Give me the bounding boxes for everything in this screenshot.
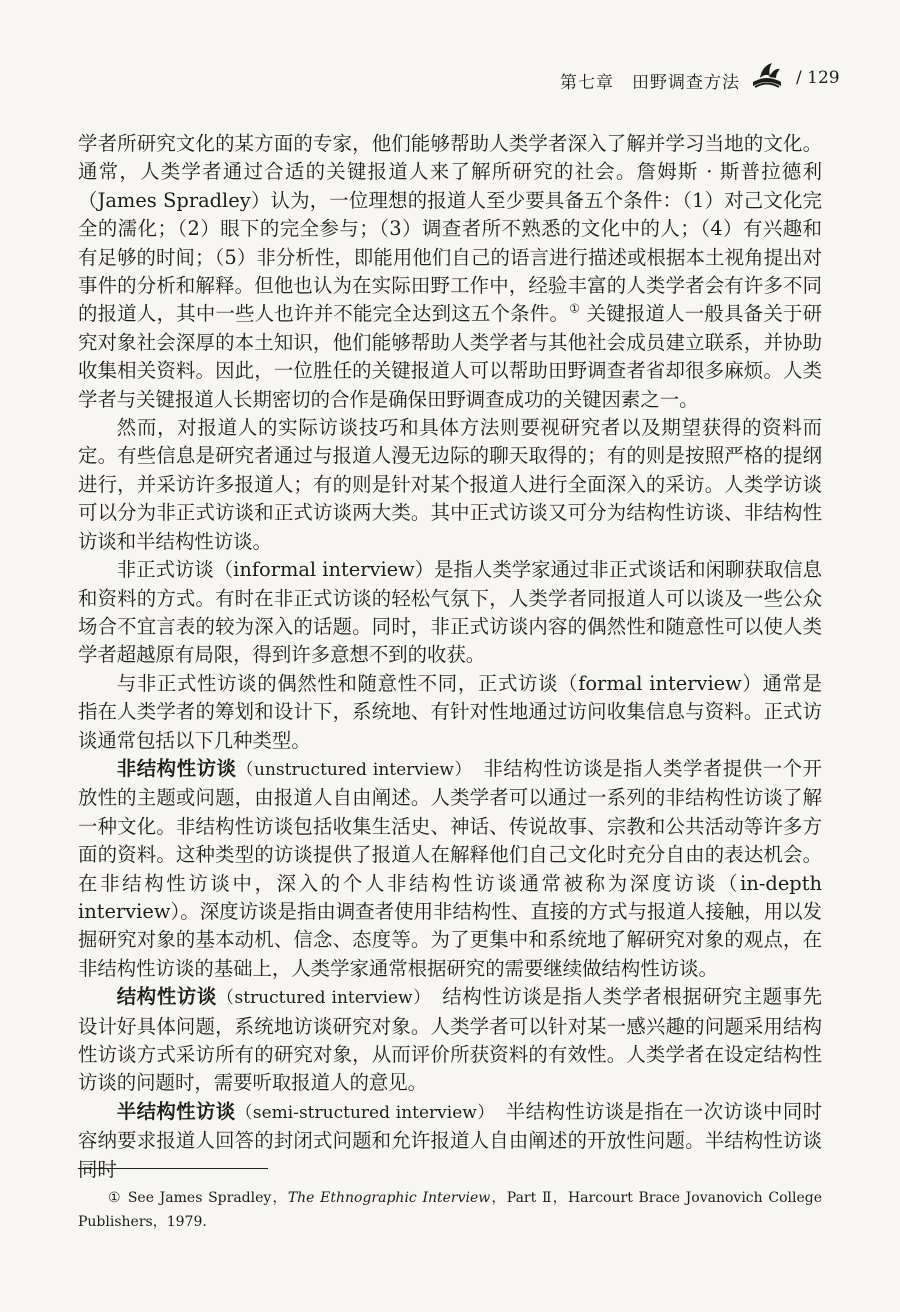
footnote xyxy=(78,1186,822,1234)
term-heading: 结构性访谈 xyxy=(116,985,217,1009)
paragraph-text: 学者所研究文化的某方面的专家，他们能够帮助人类学者深入了解并学习当地的文化。通常，人类学者通过合适的关键报道人来了解所研究的社会。詹姆斯 · 斯普拉德利（James Spradley）认为，一位理想的报道人至少要具备五个条件：（1）对己文化完全的濡化；（2）眼下的完全参与；（3）调查者所不熟悉的文化中的人；（4）有兴趣和有足够的时间；（5）非分析性，即能用他们自己的语言进行描述或根据本土视角提出对事件的分析和解释。但他也认为在实际田野工作中，经验丰富的人类学者会有许多不同的报道人，其中一些人也许并不能完全达到这五个条件。 xyxy=(78,132,822,326)
paragraph xyxy=(78,1098,822,1184)
paragraph: 非正式访谈（informal interview）是指人类学家通过非正式谈话和闲聊获取信息和资料的方式。有时在非正式访谈的轻松气氛下，人类学者同报道人可以谈及一些公众场合不宜言表的较为深入的话题。同时，非正式访谈内容的偶然性和随意性可以使人类学者超越原有局限，得到许多意想不到的收获。 xyxy=(78,558,822,667)
term-heading: 半结构性访谈 xyxy=(116,1099,236,1123)
page-header xyxy=(0,62,900,98)
paragraph-text: 结构性访谈是指人类学者根据研究主题事先设计好具体问题，系统地访谈研究对象。人类学者可以针对某一感兴趣的问题采用结构性访谈方式采访所有的研究对象，从而评价所获资料的有效性。人类学者在设定结构性访谈的问题时，需要听取报道人的意见。 xyxy=(78,985,823,1095)
term-english: （unstructured interview） xyxy=(236,759,464,780)
paragraph-text: 非结构性访谈是指人类学者提供一个开放性的主题或问题，由报道人自由阐述。人类学者可以通过一系列的非结构性访谈了解一种文化。非结构性访谈包括收集生活史、神话、传说故事、宗教和公共活动等许多方面的资料。这种类型的访谈提供了报道人在解释他们自己文化时充分自由的表达机会。在非结构性访谈中，深入的个人非结构性访谈通常被称为深度访谈（in-depth interview）。深度访谈是指由调查者使用非结构性、直接的方式与报道人接触，用以发掘研究对象的基本动机、信念、态度等。为了更集中和系统地了解研究对象的观点，在非结构性访谈的基础上，人类学家通常根据研究的需要继续做结构性访谈。 xyxy=(78,756,822,980)
paragraph xyxy=(78,983,822,1098)
paragraph-text: 半结构性访谈是指在一次访谈中同时容纳要求报道人回答的封闭式问题和允许报道人自由阐述的开放性问题。半结构性访谈同时 xyxy=(78,1099,822,1181)
paragraph xyxy=(78,130,822,414)
paragraph: 然而，对报道人的实际访谈技巧和具体方法则要视研究者以及期望获得的资料而定。有些信息是研究者通过与报道人漫无边际的聊天取得的；有的则是按照严格的提纲进行，并采访许多报道人；有的则是针对某个报道人进行全面深入的采访。人类学访谈可以分为非正式访谈和正式访谈两大类。其中正式访谈又可分为结构性访谈、非结构性访谈和半结构性访谈。 xyxy=(78,416,822,553)
book-logo-icon xyxy=(750,60,784,92)
term-heading: 非结构性访谈 xyxy=(116,756,237,780)
footnote-reference: ① xyxy=(569,301,581,316)
footnote-book-title: The Ethnographic Interview xyxy=(287,1190,491,1206)
paragraph: 与非正式性访谈的偶然性和随意性不同，正式访谈（formal interview）通常是指在人类学者的筹划和设计下，系统地、有针对性地通过访问收集信息与资料。正式访谈通常包括以下几种类型。 xyxy=(78,671,822,752)
page-number: / 129 xyxy=(796,68,840,88)
term-english: （structured interview） xyxy=(216,988,423,1009)
footnote-text: See James Spradley， xyxy=(127,1190,288,1206)
term-english: （semi-structured interview） xyxy=(235,1102,487,1123)
paragraph-text: 关键报道人一般具备关于研究对象社会深厚的本土知识，他们能够帮助人类学者与其他社会成员建立联系，并协助收集相关资料。因此，一位胜任的关键报道人可以帮助田野调查者省却很多麻烦。人类学者与关键报道人长期密切的合作是确保田野调查成功的关键因素之一。 xyxy=(78,302,822,411)
body-text xyxy=(78,130,822,1184)
footnote-divider xyxy=(78,1168,268,1169)
chapter-title: 第七章 田野调查方法 xyxy=(560,73,740,93)
footnote-text: ，Part Ⅱ，Harcourt Brace Jovanovich College Publishers，1979. xyxy=(78,1190,822,1230)
footnote-mark: ① xyxy=(108,1190,122,1206)
paragraph xyxy=(78,755,822,983)
